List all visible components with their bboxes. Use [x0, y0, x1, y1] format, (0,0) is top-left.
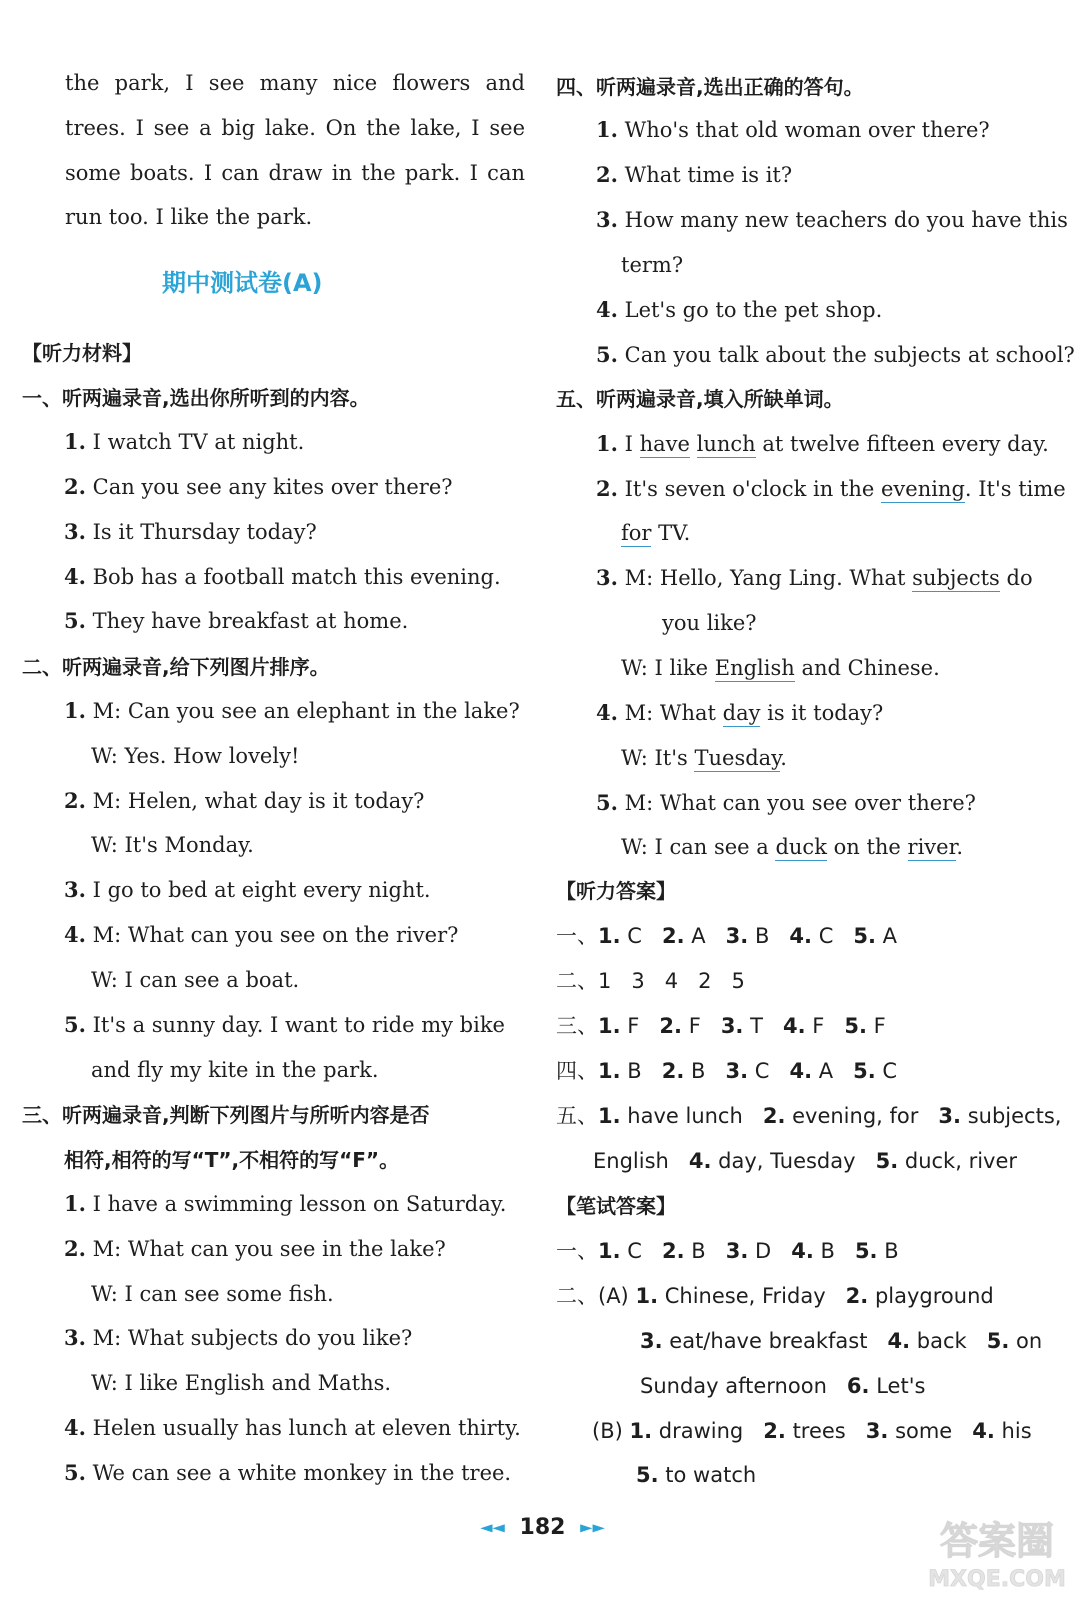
- passage-line: run too. I like the park.: [65, 205, 313, 229]
- section-4-heading: 四、听两遍录音,选出正确的答句。: [556, 75, 864, 99]
- filled-blank: subjects: [912, 566, 1000, 590]
- list-item: term?: [621, 253, 684, 277]
- written-answers-heading: 【笔试答案】: [556, 1194, 676, 1218]
- answer-row: (B) 1. drawing 2. trees 3. some 4. his: [592, 1419, 1032, 1443]
- watermark-logo: [917, 1510, 1077, 1594]
- list-item: W: I can see a duck on the river.: [621, 835, 963, 859]
- filled-blank: lunch: [696, 432, 756, 456]
- answer-row: 二、(A) 1. Chinese, Friday 2. playground: [556, 1284, 994, 1308]
- list-item: 5. We can see a white monkey in the tree.: [64, 1460, 512, 1485]
- list-item: 3. I go to bed at eight every night.: [64, 877, 431, 902]
- list-item: W: Yes. How lovely!: [91, 744, 300, 768]
- watermark-url: MXQE.COM: [928, 1567, 1066, 1592]
- page-title: 期中测试卷(A): [162, 269, 323, 297]
- section-2-heading: 二、听两遍录音,给下列图片排序。: [22, 655, 330, 679]
- filled-blank: evening: [880, 477, 965, 501]
- filled-blank: Tuesday: [694, 746, 781, 770]
- list-item: you like?: [662, 611, 757, 635]
- listening-material-heading: 【听力材料】: [22, 341, 142, 365]
- answer-row: Sunday afternoon 6. Let's: [640, 1374, 926, 1398]
- list-item: 2. Can you see any kites over there?: [64, 474, 453, 499]
- list-item: 5. Can you talk about the subjects at school?: [596, 342, 1075, 367]
- list-item: 3. Is it Thursday today?: [64, 519, 317, 544]
- list-item: 1. I have a swimming lesson on Saturday.: [64, 1191, 507, 1216]
- filled-blank: river: [907, 835, 957, 859]
- list-item: for TV.: [621, 521, 691, 545]
- filled-blank: English: [714, 656, 795, 680]
- answer-row: 3. eat/have breakfast 4. back 5. on: [640, 1329, 1043, 1353]
- list-item: 5. They have breakfast at home.: [64, 608, 409, 633]
- list-item: 4. Let's go to the pet shop.: [596, 297, 883, 322]
- list-item: 1. I watch TV at night.: [64, 429, 305, 454]
- list-item: 3. How many new teachers do you have this: [596, 207, 1068, 232]
- answer-row: English 4. day, Tuesday 5. duck, river: [593, 1149, 1018, 1173]
- list-item: 5. M: What can you see over there?: [596, 790, 976, 815]
- passage-line: some boats. I can draw in the park. I can: [65, 161, 525, 185]
- answer-row: 二、1 3 4 2 5: [556, 969, 745, 993]
- filled-blank: duck: [775, 835, 827, 859]
- list-item: 2. M: What can you see in the lake?: [64, 1236, 446, 1261]
- list-item: W: It's Monday.: [91, 833, 254, 857]
- list-item: 3. M: What subjects do you like?: [64, 1325, 413, 1350]
- list-item: W: I like English and Maths.: [91, 1371, 392, 1395]
- page-number: 182: [519, 1514, 566, 1540]
- section-5-heading: 五、听两遍录音,填入所缺单词。: [556, 387, 844, 411]
- passage-line: trees. I see a big lake. On the lake, I see: [65, 116, 525, 140]
- list-item: 1. I have lunch at twelve fifteen every day.: [596, 431, 1049, 456]
- answer-row: 三、1. F 2. F 3. T 4. F 5. F: [556, 1014, 886, 1038]
- answer-row: 一、1. C 2. A 3. B 4. C 5. A: [556, 924, 898, 948]
- filled-blank: for: [621, 521, 652, 545]
- list-item: W: I can see a boat.: [91, 968, 300, 992]
- prev-arrows-icon: ◄◄: [480, 1517, 505, 1537]
- list-item: 2. M: Helen, what day is it today?: [64, 788, 425, 813]
- list-item: 5. It's a sunny day. I want to ride my bike: [64, 1012, 505, 1037]
- list-item: 1. Who's that old woman over there?: [596, 117, 990, 142]
- next-arrows-icon: ►►: [580, 1517, 605, 1537]
- list-item: 4. Helen usually has lunch at eleven thirty.: [64, 1415, 521, 1440]
- passage-line: the park, I see many nice flowers and: [65, 71, 525, 95]
- listening-answers-heading: 【听力答案】: [556, 879, 676, 903]
- filled-blank: day: [722, 701, 761, 725]
- section-3-heading: 三、听两遍录音,判断下列图片与所听内容是否: [22, 1103, 430, 1127]
- list-item: W: I like English and Chinese.: [621, 656, 940, 680]
- answer-row: 一、1. C 2. B 3. D 4. B 5. B: [556, 1239, 899, 1263]
- answer-row: 四、1. B 2. B 3. C 4. A 5. C: [556, 1059, 898, 1083]
- list-item: 2. It's seven o'clock in the evening. It's time: [596, 476, 1066, 501]
- section-1-heading: 一、听两遍录音,选出你所听到的内容。: [22, 386, 370, 410]
- answer-row: 5. to watch: [636, 1463, 757, 1487]
- section-3-heading-cont: 相符,相符的写“T”,不相符的写“F”。: [64, 1148, 400, 1172]
- filled-blank: have: [639, 432, 690, 456]
- watermark-text: 答案圈: [939, 1519, 1055, 1563]
- list-item: 4. M: What day is it today?: [596, 700, 884, 725]
- answer-row: 五、1. have lunch 2. evening, for 3. subjects,: [556, 1104, 1062, 1128]
- list-item: 4. M: What can you see on the river?: [64, 922, 459, 947]
- list-item: W: I can see some fish.: [91, 1282, 334, 1306]
- list-item: 1. M: Can you see an elephant in the lake?: [64, 698, 520, 723]
- list-item: and fly my kite in the park.: [91, 1058, 379, 1082]
- list-item: 4. Bob has a football match this evening.: [64, 564, 501, 589]
- list-item: W: It's Tuesday.: [621, 746, 787, 770]
- list-item: 3. M: Hello, Yang Ling. What subjects do: [596, 565, 1033, 590]
- list-item: 2. What time is it?: [596, 162, 793, 187]
